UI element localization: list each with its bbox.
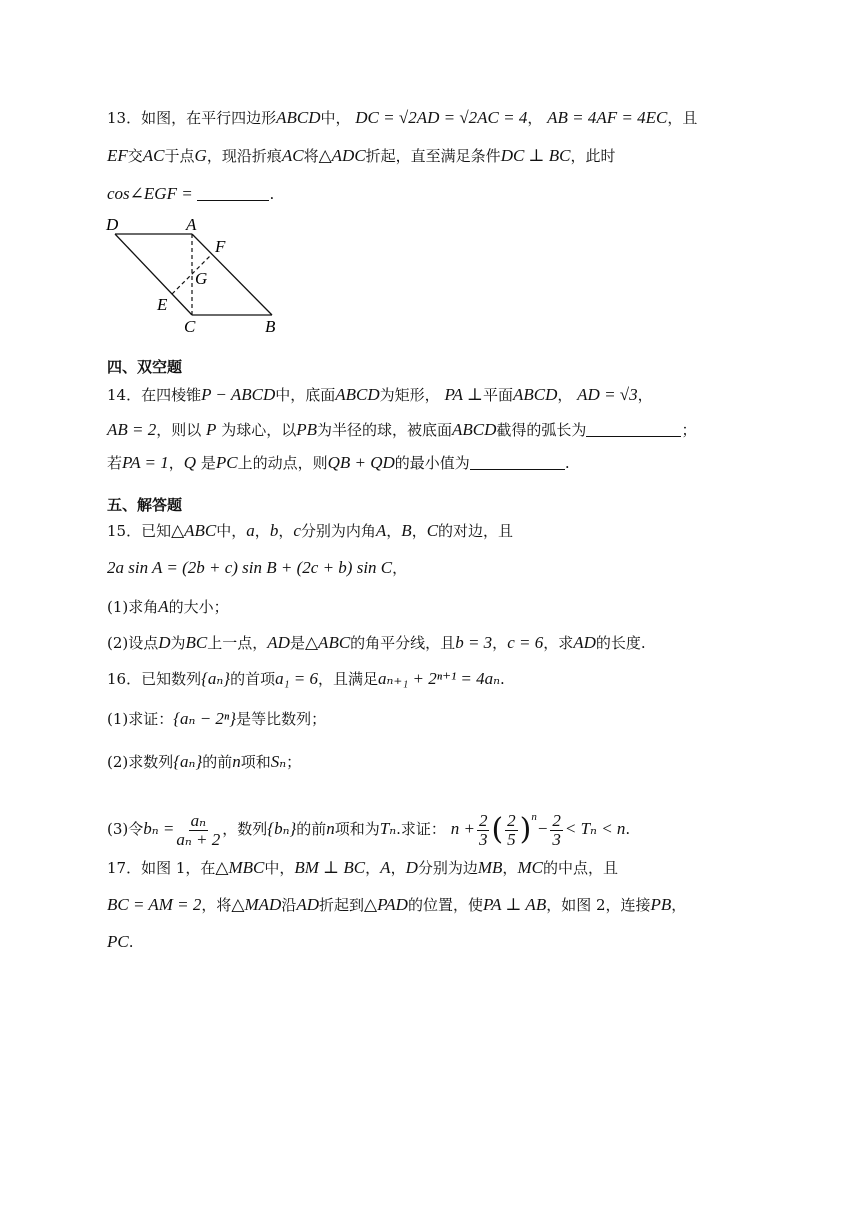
q17-text: ，如图 2，连接 <box>546 896 651 914</box>
label-c: C <box>184 317 196 336</box>
q16-text: 的前 <box>296 820 327 838</box>
q17-math: △PAD <box>364 895 408 914</box>
q15-text: 分别为内角 <box>300 522 376 540</box>
q14-text: 为半径的球，被底面 <box>317 421 453 439</box>
q13-text: 13．如图，在平行四边形 <box>107 109 277 127</box>
q16-text: 项和为 <box>334 820 380 838</box>
q13-text: 于点 <box>164 147 195 165</box>
q14-text: 上的动点，则 <box>237 454 328 472</box>
q17-math: △MAD <box>231 895 282 914</box>
answer-blank[interactable] <box>586 420 681 437</box>
q14-text: 的最小值为 <box>394 454 470 472</box>
q15-text: 的角平分线，且 <box>350 634 456 652</box>
q14-text: 中，底面 <box>275 386 336 404</box>
q15-text: ， <box>254 522 270 540</box>
q14-text: ， <box>557 386 573 404</box>
q15-text: 上一点， <box>207 634 268 652</box>
fraction-numerator: 2 <box>507 810 516 830</box>
q13-text: ， <box>527 109 543 127</box>
q17-math: PC <box>107 932 129 951</box>
q14-line-2 <box>107 419 696 441</box>
label-f: F <box>215 237 226 256</box>
q15-text: ， <box>386 522 402 540</box>
q16-math: Sₙ <box>270 752 287 771</box>
q16-part-2 <box>107 751 301 773</box>
q13-condition-1: DC = √2AD = √2AC = 4 <box>355 108 528 127</box>
q16-line-1 <box>107 668 505 690</box>
q15-line-2 <box>107 557 407 579</box>
q17-math: PA ⊥ AB <box>482 895 547 914</box>
q15-math: BC <box>185 633 208 652</box>
q15-text: 的大小； <box>168 598 229 616</box>
q16-math: {aₙ − 2ⁿ} <box>173 709 237 728</box>
q17-text: 中， <box>264 859 295 877</box>
q16-text: . <box>625 820 631 838</box>
q14-text: ， <box>168 454 184 472</box>
q13-math: AC <box>281 146 304 165</box>
q16-math: {bₙ} <box>267 819 297 838</box>
q15-equation: 2a sin A = (2b + c) sin B + (2c + b) sin C <box>107 558 393 577</box>
q17-text: ， <box>671 896 687 914</box>
q17-math: A <box>380 858 391 877</box>
q14-text: 14．在四棱锥 <box>107 386 202 404</box>
q16-text: ，且满足 <box>318 670 379 688</box>
q14-text: 为矩形， <box>379 386 440 404</box>
q13-text: 交 <box>127 147 143 165</box>
q15-math: b <box>269 521 279 540</box>
fraction-numerator: 2 <box>552 810 561 830</box>
fraction-2-3b <box>550 812 563 849</box>
q13-text: 中， <box>320 109 351 127</box>
q14-math: ABCD <box>452 420 497 439</box>
q15-math: △ABC <box>304 633 351 652</box>
q15-text: (2)设点 <box>107 634 159 652</box>
label-d: D <box>106 215 119 234</box>
exponent: n <box>531 811 537 823</box>
q15-text: 为 <box>170 634 186 652</box>
q16-math: n <box>232 752 241 771</box>
fraction-denominator: 3 <box>552 829 561 849</box>
q14-text: 平面 <box>482 386 513 404</box>
q14-text: 若 <box>107 454 123 472</box>
q16-text: (1)求证： <box>107 710 174 728</box>
q15-text: ， <box>492 634 508 652</box>
q14-math: AD = √3 <box>577 385 638 404</box>
q17-text: . <box>128 933 134 951</box>
q15-text: 的长度. <box>595 634 646 652</box>
q13-text: ，且 <box>667 109 698 127</box>
q14-text: 截得的弧长为 <box>496 421 587 439</box>
q16-text: 的首项 <box>230 670 276 688</box>
fraction-2-5 <box>505 812 518 849</box>
q17-math: BM ⊥ BC <box>294 858 366 877</box>
q16-text: (3)令 <box>107 820 144 838</box>
q16-math: n + <box>450 819 475 838</box>
q15-math: C <box>426 521 439 540</box>
q13-text: ，现沿折痕 <box>206 147 282 165</box>
q17-text: 的位置，使 <box>407 896 483 914</box>
paren-close: ) <box>519 812 532 847</box>
label-a: A <box>186 215 197 234</box>
q14-text: 是 <box>200 454 216 472</box>
q15-text: 是 <box>289 634 305 652</box>
paren-open: ( <box>491 812 504 847</box>
q15-math: a <box>246 521 255 540</box>
q17-text: 的中点，且 <box>542 859 618 877</box>
q17-text: 折起到 <box>319 896 365 914</box>
q17-line-1 <box>107 857 618 879</box>
q17-math: △MBC <box>215 858 265 877</box>
q16-math: {aₙ} <box>201 669 231 688</box>
q14-text: ； <box>681 421 697 439</box>
label-b: B <box>265 317 276 336</box>
q15-math: A <box>375 521 387 540</box>
q14-text: ， <box>637 386 653 404</box>
q15-math: AD <box>267 633 290 652</box>
q16-text: (2)求数列 <box>107 753 174 771</box>
q14-line-3 <box>107 452 570 474</box>
q14-math: AB = 2 <box>107 420 157 439</box>
q14-math: PA ⊥ <box>444 385 483 404</box>
q13-math: cos∠EGF = <box>107 184 193 203</box>
q16-text: ； <box>286 753 302 771</box>
q16-text: 项和 <box>240 753 271 771</box>
q15-text: ，求 <box>543 634 574 652</box>
q15-text: 中， <box>216 522 247 540</box>
q16-part-3 <box>107 795 630 852</box>
q16-math: − <box>536 819 549 838</box>
q17-text: ， <box>365 859 381 877</box>
q13-text: 将 <box>303 147 319 165</box>
q15-line-1 <box>107 520 513 542</box>
q13-line-2 <box>107 145 616 167</box>
q15-math: AD <box>573 633 596 652</box>
q15-text: ， <box>278 522 294 540</box>
fraction-numerator: aₙ <box>190 810 206 830</box>
q16-text: 是等比数列； <box>236 710 327 728</box>
q16-text: 16．已知数列 <box>107 670 202 688</box>
q15-text: ， <box>392 559 408 577</box>
q17-math: MB <box>477 858 503 877</box>
q17-text: ，将 <box>201 896 232 914</box>
q15-math: b = 3 <box>455 633 493 652</box>
q13-condition-2: AB = 4AF = 4EC <box>547 108 668 127</box>
q14-text: . <box>564 454 570 472</box>
fraction-denominator: 5 <box>507 829 516 849</box>
q15-math: c = 6 <box>507 633 544 652</box>
q14-math: PA = 1 <box>122 453 169 472</box>
q15-text: 的对边，且 <box>438 522 514 540</box>
fraction-denominator: 3 <box>478 829 488 849</box>
section-heading-4: 四、双空题 <box>107 358 183 376</box>
q15-math: c <box>293 521 301 540</box>
q13-text: ，此时 <box>570 147 616 165</box>
section-heading-5: 五、解答题 <box>107 496 183 514</box>
q15-text: ， <box>411 522 427 540</box>
q15-math: B <box>401 521 412 540</box>
q17-math: PB <box>650 895 672 914</box>
fraction-numerator: 2 <box>478 810 488 830</box>
q13-math: EF <box>107 146 128 165</box>
q16-text: .求证： <box>396 820 446 838</box>
q15-text: (1)求角 <box>107 598 159 616</box>
q17-text: 分别为边 <box>417 859 478 877</box>
answer-blank[interactable] <box>197 184 269 201</box>
q15-text: 15．已知 <box>107 522 172 540</box>
q14-text: ，则以 <box>156 421 202 439</box>
label-g: G <box>195 269 208 288</box>
q17-text: 17．如图 1，在 <box>107 859 216 877</box>
q14-math: P <box>206 420 217 439</box>
q16-math: Tₙ <box>379 819 397 838</box>
fraction-2-3 <box>477 812 490 849</box>
q14-math: ABCD <box>512 385 558 404</box>
q17-math: BC = AM = 2 <box>107 895 202 914</box>
fraction-denominator: aₙ + 2 <box>176 829 221 849</box>
q16-part-1 <box>107 708 326 730</box>
q16-math: {aₙ} <box>173 752 203 771</box>
q17-math: AD <box>296 895 320 914</box>
q16-math: bₙ = <box>143 819 175 838</box>
q13-line-3 <box>107 183 274 205</box>
q13-text: 折起，直至满足条件 <box>365 147 501 165</box>
q14-text: 为球心，以 <box>221 421 297 439</box>
q14-math: PB <box>296 420 318 439</box>
q17-text: ， <box>502 859 518 877</box>
label-e: E <box>157 295 168 314</box>
q13-line-1 <box>107 107 697 129</box>
answer-blank[interactable] <box>470 453 565 470</box>
q14-math: Q <box>183 453 197 472</box>
edge-dc <box>115 234 192 315</box>
q16-math: a₁ = 6 <box>275 669 318 688</box>
q17-line-3 <box>107 931 134 953</box>
q13-math: ABCD <box>276 108 321 127</box>
q14-math: P − ABCD <box>201 385 276 404</box>
q13-math: G <box>194 146 207 165</box>
q13-math: △ADC <box>318 146 366 165</box>
q16-text: . <box>500 670 505 688</box>
q16-math: aₙ₊₁ + 2ⁿ⁺¹ = 4aₙ <box>378 669 501 688</box>
q16-math: n <box>326 819 335 838</box>
q14-math: QB + QD <box>327 453 395 472</box>
q13-math: DC ⊥ BC <box>500 146 571 165</box>
q16-text: ，数列 <box>222 820 268 838</box>
q17-text: ， <box>390 859 406 877</box>
q14-math: PC <box>215 453 238 472</box>
q14-line-1 <box>107 384 653 406</box>
q16-text: 的前 <box>202 753 233 771</box>
q14-math: ABCD <box>335 385 380 404</box>
q17-math: D <box>405 858 418 877</box>
q15-part-1 <box>107 596 229 618</box>
q17-line-2 <box>107 894 686 916</box>
q15-math: D <box>158 633 171 652</box>
q17-math: MC <box>517 858 543 877</box>
q16-math: < Tₙ < n <box>564 819 626 838</box>
q13-text: . <box>269 185 275 203</box>
q13-math: AC <box>142 146 165 165</box>
q15-part-2 <box>107 632 646 654</box>
q15-math: △ABC <box>171 521 217 540</box>
q17-text: 沿 <box>281 896 297 914</box>
q15-math: A <box>158 597 169 616</box>
parallelogram-figure <box>100 212 300 342</box>
fraction-bn <box>176 812 220 849</box>
